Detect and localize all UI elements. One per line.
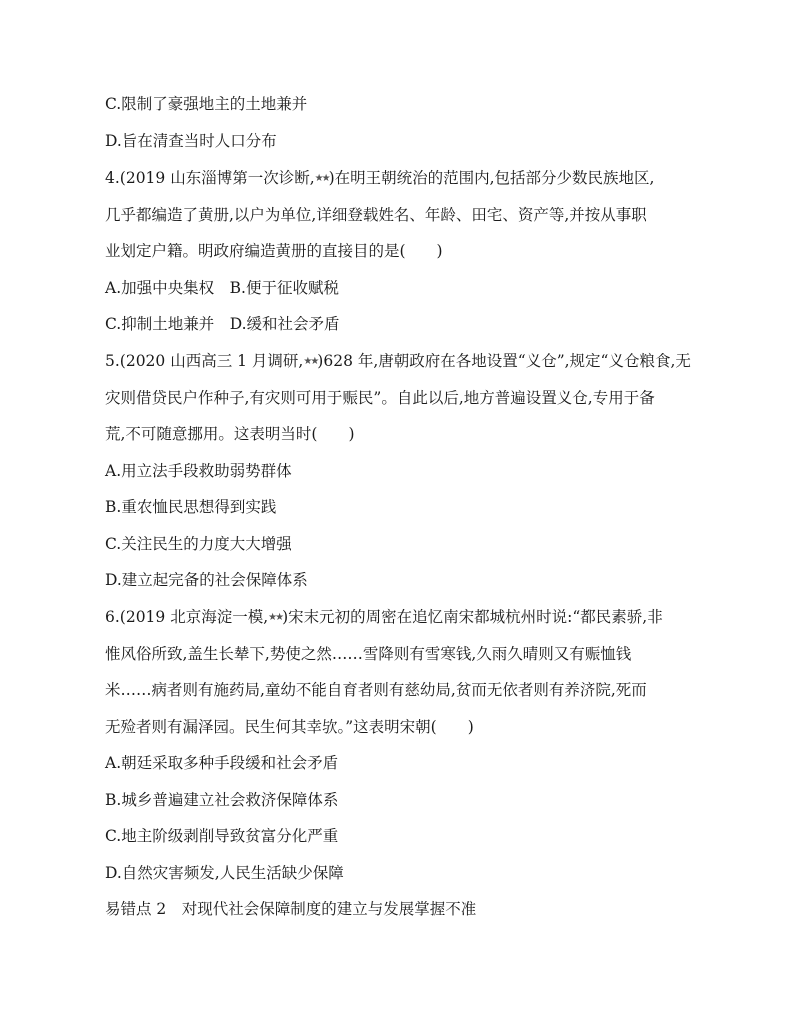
question-4-line-3: 业划定户籍。明政府编造黄册的直接目的是( ) [105, 242, 443, 260]
question-4-options-ab: A.加强中央集权 B.便于征收赋税 [105, 279, 339, 297]
question-4-line-2: 几乎都编造了黄册,以户为单位,详细登载姓名、年龄、田宅、资产等,并按从事职 [105, 206, 647, 224]
option-d-q6: D.自然灾害频发,人民生活缺少保障 [105, 864, 344, 882]
option-a-q6: A.朝廷采取多种手段缓和社会矛盾 [105, 754, 339, 772]
question-5-line-3: 荒,不可随意挪用。这表明当时( ) [105, 425, 355, 443]
option-d-q5: D.建立起完备的社会保障体系 [105, 571, 308, 589]
option-a-q5: A.用立法手段救助弱势群体 [105, 462, 292, 480]
section-heading-error-point-2: 易错点 2 对现代社会保障制度的建立与发展掌握不准 [105, 900, 477, 918]
option-c-q6: C.地主阶级剥削导致贫富分化严重 [105, 827, 339, 845]
question-6-line-3: 米……病者则有施药局,童幼不能自育者则有慈幼局,贫而无依者则有养济院,死而 [105, 681, 647, 699]
option-c-q3: C.限制了豪强地主的土地兼并 [105, 95, 308, 113]
option-b-q5: B.重农恤民思想得到实践 [105, 498, 277, 516]
question-4-options-cd: C.抑制土地兼并 D.缓和社会矛盾 [105, 315, 340, 333]
question-5-text: )628 年,唐朝政府在各地设置“义仓”,规定“义仓粮食,无 [317, 352, 691, 370]
question-6-line-1 [105, 607, 695, 628]
question-5-line-1 [105, 351, 695, 372]
question-4-line-1 [105, 168, 695, 189]
question-6-line-2: 惟风俗所致,盖生长辇下,势使之然……雪降则有雪寒钱,久雨久晴则又有赈恤钱 [105, 645, 632, 663]
question-4-text: )在明王朝统治的范围内,包括部分少数民族地区, [328, 169, 655, 187]
question-4-source: 4.(2019 山东淄博第一次诊断, [105, 169, 315, 187]
option-b-q6: B.城乡普遍建立社会救济保障体系 [105, 791, 339, 809]
question-5-source: 5.(2020 山西高三 1 月调研, [105, 352, 304, 370]
difficulty-star-icon: ★★ [303, 356, 318, 367]
option-d-q3: D.旨在清查当时人口分布 [105, 132, 277, 150]
question-5-line-2: 灾则借贷民户作种子,有灾则可用于赈民”。自此以后,地方普遍设置义仓,专用于备 [105, 389, 655, 407]
difficulty-star-icon: ★★ [268, 612, 283, 623]
question-6-source: 6.(2019 北京海淀一模, [105, 608, 269, 626]
option-c-q5: C.关注民生的力度大大增强 [105, 535, 292, 553]
question-6-text: )宋末元初的周密在追忆南宋都城杭州时说:“都民素骄,非 [282, 608, 663, 626]
question-6-line-4: 无殓者则有漏泽园。民生何其幸欤。”这表明宋朝( ) [105, 718, 474, 736]
difficulty-star-icon: ★★ [314, 173, 329, 184]
